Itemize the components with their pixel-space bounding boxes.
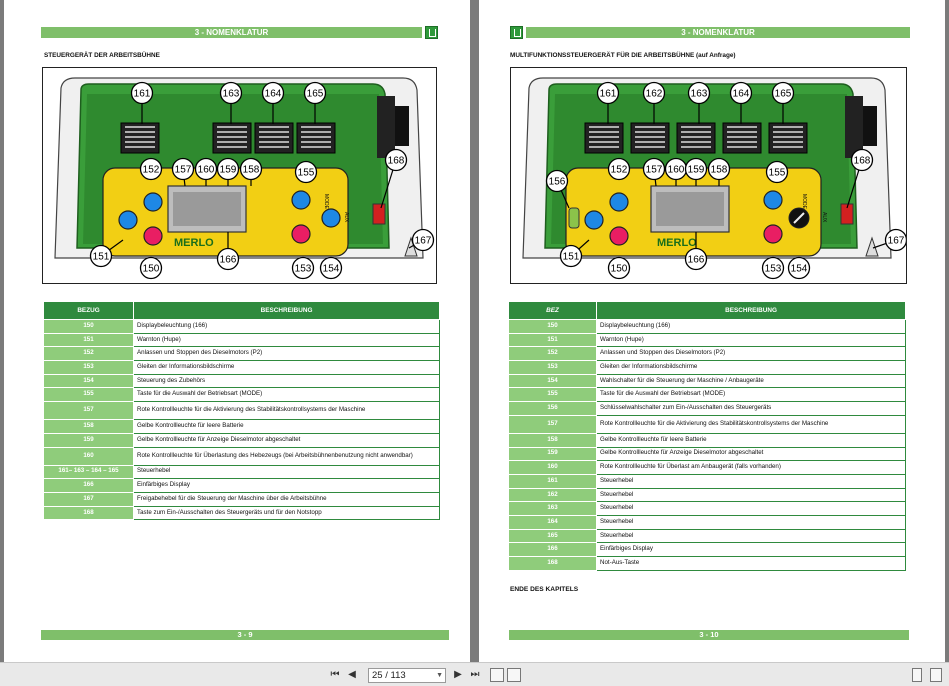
side-handle [845,96,863,158]
table-row [44,506,440,520]
section-subtitle: STEUERGERÄT DER ARBEITSBÜHNE [44,52,160,59]
callout-label: 158 [710,164,728,176]
side-handle [395,106,409,146]
callout-label: 160 [667,164,685,176]
ref-code: 157 [509,415,597,433]
brand-logo: MERLO [657,237,697,249]
table-row [509,433,906,447]
table-row [509,361,906,375]
page-number: 3 - 10 [509,630,909,640]
table-row [509,502,906,516]
ref-code: 155 [44,388,134,402]
next-page-button[interactable]: ▶ [454,669,462,680]
callout-label: 160 [197,164,215,176]
display-inner [656,192,724,226]
ref-code: 151 [44,333,134,347]
ref-description: Rote Kontrollleuchte für Überlastung des Hebezeugs (bei Arbeitsbühnenbenutzung nicht anwendbar) [134,447,440,465]
table-row [44,420,440,434]
mode-label: MODE [323,194,329,209]
prev-page-button[interactable]: ◀ [348,669,356,680]
col-header-desc: BESCHREIBUNG [597,302,906,320]
table-row [509,347,906,361]
chevron-down-icon[interactable]: ▼ [436,672,443,679]
ref-code: 165 [509,529,597,543]
table-row [44,388,440,402]
ref-code: 156 [509,402,597,416]
aux-label: AUX [343,212,349,223]
callout-label: 155 [768,167,786,179]
ref-description: Steuerhebel [597,502,906,516]
callout-label: 150 [142,263,160,275]
fit-page-icon[interactable] [490,668,504,682]
callout-label: 154 [790,263,808,275]
ref-description: Steuerhebel [597,515,906,529]
ref-code: 167 [44,492,134,506]
callout-label: 163 [222,88,240,100]
ref-code: 168 [509,557,597,571]
chapter-header: 3 - NOMENKLATUR [41,27,422,38]
callout-label: 156 [548,176,566,188]
ref-code: 158 [44,420,134,434]
col-header-ref: BEZ [509,302,597,320]
ref-code: 159 [44,433,134,447]
table-row [509,515,906,529]
table-row [509,374,906,388]
page-number: 3 - 9 [41,630,449,640]
ref-code: 161 [509,474,597,488]
side-handle [863,106,877,146]
ref-code: 163 [509,502,597,516]
page-number-value: 25 / 113 [372,670,406,681]
aux-label: AUX [821,212,827,223]
table-row [509,388,906,402]
col-header-desc: BESCHREIBUNG [134,302,440,320]
callout-label: 158 [242,164,260,176]
callout-label: 162 [645,88,663,100]
ref-description: Rote Kontrollleuchte für die Aktivierung des Stabilitätskontrollsystems der Maschine [134,402,440,420]
table-row [509,447,906,461]
callout-label: 154 [322,263,340,275]
ref-description: Rote Kontrollleuchte für die Aktivierung des Stabilitätskontrollsystems der Maschine [597,415,906,433]
table-row [44,447,440,465]
single-page-view-icon[interactable] [912,668,922,682]
section-subtitle: MULTIFUNKTIONSSTEUERGERÄT FÜR DIE ARBEITSBÜHNE (auf Anfrage) [510,52,736,59]
ref-description: Wahlschalter für die Steuerung der Maschine / Anbaugeräte [597,374,906,388]
ref-code: 153 [44,361,134,375]
key-switch [569,208,579,228]
ref-description: Freigabehebel für die Steuerung der Maschine über die Arbeitsbühne [134,492,440,506]
side-handle [377,96,395,158]
ref-description: Taste zum Ein-/Ausschalten des Steuergeräts und für den Notstopp [134,506,440,520]
table-row [44,433,440,447]
ref-code: 154 [509,374,597,388]
table-row [509,320,906,334]
callout-label: 164 [732,88,750,100]
end-of-chapter: ENDE DES KAPITELS [510,586,579,593]
light-button-icon [144,227,162,245]
ref-code: 158 [509,433,597,447]
mode-label: MODE [801,194,807,209]
mode-button-icon [764,191,782,209]
callout-label: 161 [599,88,617,100]
ref-code: 160 [509,461,597,475]
chapter-header: 3 - NOMENKLATUR [526,27,910,38]
ref-description: Rote Kontrollleuchte für Überlast am Anbaugerät (falls vorhanden) [597,461,906,475]
ref-description: Gleiten der Informationsbildschirme [134,361,440,375]
ref-code: 150 [509,320,597,334]
ref-code: 154 [44,374,134,388]
ref-description: Displaybeleuchtung (166) [134,320,440,334]
ref-code: 152 [509,347,597,361]
horn-button-icon [585,211,603,229]
control-panel-figure [42,67,437,284]
table-row [509,529,906,543]
table-row [509,474,906,488]
callout-label: 152 [142,164,160,176]
ref-description: Einfärbiges Display [134,479,440,493]
control-panel-illustration [43,68,436,283]
callout-label: 157 [174,164,192,176]
display-inner [173,192,241,226]
ref-code: 168 [44,506,134,520]
table-row [44,333,440,347]
callout-label: 155 [297,167,315,179]
ref-code: 151 [509,333,597,347]
ref-code: 155 [509,388,597,402]
callout-label: 150 [610,263,628,275]
scroll-button-icon [292,225,310,243]
ref-code: 164 [509,515,597,529]
ref-code: 160 [44,447,134,465]
table-row [44,374,440,388]
scroll-button-icon [764,225,782,243]
ref-description: Not-Aus-Taste [597,557,906,571]
table-row [509,333,906,347]
callout-label: 164 [264,88,282,100]
table-row [509,543,906,557]
ref-description: Steuerung des Zubehörs [134,374,440,388]
ref-code: 161– 163 – 164 – 165 [44,465,134,479]
ref-code: 152 [44,347,134,361]
merlo-logo-icon [510,26,523,39]
ref-description: Gelbe Kontrollleuchte für leere Batterie [597,433,906,447]
table-row [509,488,906,502]
callout-label: 161 [133,88,151,100]
ref-description: Gelbe Kontrollleuchte für Anzeige Dieselmotor abgeschaltet [597,447,906,461]
start-button-icon [610,193,628,211]
ref-code: 153 [509,361,597,375]
table-row [509,557,906,571]
start-button-icon [144,193,162,211]
ref-description: Steuerhebel [597,488,906,502]
control-panel-illustration [511,68,906,283]
document-page-right [479,0,945,662]
callout-label: 163 [690,88,708,100]
table-row [44,402,440,420]
table-row [44,465,440,479]
table-row [509,402,906,416]
ref-description: Warnton (Hupe) [134,333,440,347]
last-page-button[interactable]: ⏭ [470,669,480,680]
fit-width-icon[interactable] [507,668,521,682]
callout-label: 159 [687,164,705,176]
callout-label: 151 [562,251,580,263]
two-page-view-icon[interactable] [930,668,942,682]
ref-description: Schlüsselwahlschalter zum Ein-/Ausschalten des Steuergeräts [597,402,906,416]
light-button-icon [610,227,628,245]
callout-label: 165 [306,88,324,100]
brand-logo: MERLO [174,237,214,249]
ref-description: Steuerhebel [134,465,440,479]
callout-label: 166 [687,254,705,266]
table-row [44,320,440,334]
callout-label: 153 [294,263,312,275]
mode-button-icon [292,191,310,209]
table-row [44,347,440,361]
ref-description: Displaybeleuchtung (166) [597,320,906,334]
ref-code: 157 [44,402,134,420]
callout-label: 167 [414,235,432,247]
callout-label: 168 [387,155,405,167]
ref-code: 166 [509,543,597,557]
control-panel-figure [510,67,907,284]
ref-description: Warnton (Hupe) [597,333,906,347]
callout-label: 151 [92,251,110,263]
table-row [44,492,440,506]
ref-code: 162 [509,488,597,502]
col-header-ref: BEZUG [44,302,134,320]
callout-label: 168 [853,155,871,167]
ref-code: 159 [509,447,597,461]
ref-description: Steuerhebel [597,474,906,488]
page-number-input[interactable] [368,668,446,683]
callout-label: 152 [610,164,628,176]
ref-description: Anlassen und Stoppen des Dieselmotors (P2) [597,347,906,361]
reference-table [43,301,440,520]
emergency-stop-button [373,204,385,224]
table-row [509,461,906,475]
callout-label: 166 [219,254,237,266]
callout-label: 157 [645,164,663,176]
ref-description: Steuerhebel [597,529,906,543]
ref-description: Taste für die Auswahl der Betriebsart (MODE) [597,388,906,402]
ref-code: 150 [44,320,134,334]
viewer-toolbar [0,662,949,686]
ref-code: 166 [44,479,134,493]
table-row [44,479,440,493]
ref-description: Gelbe Kontrollleuchte für Anzeige Dieselmotor abgeschaltet [134,433,440,447]
first-page-button[interactable]: ⏮ [330,669,340,680]
ref-description: Taste für die Auswahl der Betriebsart (MODE) [134,388,440,402]
callout-label: 165 [774,88,792,100]
reference-table [508,301,906,571]
aux-button-icon [322,209,340,227]
ref-description: Einfärbiges Display [597,543,906,557]
ref-description: Anlassen und Stoppen des Dieselmotors (P2) [134,347,440,361]
document-page-left [4,0,470,662]
merlo-logo-icon [425,26,438,39]
table-row [509,415,906,433]
ref-description: Gelbe Kontrollleuchte für leere Batterie [134,420,440,434]
callout-label: 167 [887,235,905,247]
ref-description: Gleiten der Informationsbildschirme [597,361,906,375]
callout-label: 153 [764,263,782,275]
table-row [44,361,440,375]
horn-button-icon [119,211,137,229]
callout-label: 159 [219,164,237,176]
